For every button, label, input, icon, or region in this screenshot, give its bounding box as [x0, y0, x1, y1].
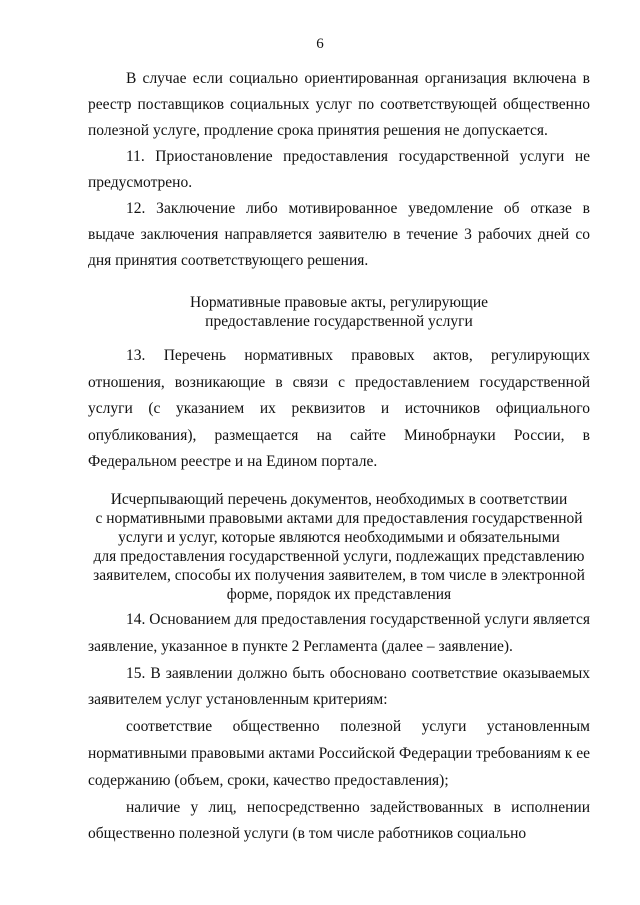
- heading-line: услуги и услуг, которые являются необходимыми и обязательными: [118, 529, 560, 546]
- heading-line: для предоставления государственной услуги, подлежащих представлению: [93, 548, 585, 565]
- paragraph-extension-rule: В случае если социально ориентированная организация включена в реестр поставщиков социальных услуг по соответствующей общественно полезной услуге, продление срока принятия решения не допускается.: [88, 70, 590, 139]
- paragraph-11: 11. Приостановление предоставления государственной услуги не предусмотрено.: [88, 148, 590, 191]
- heading-line: Нормативные правовые акты, регулирующие: [189, 294, 489, 311]
- paragraph-13: 13. Перечень нормативных правовых актов, регулирующих отношения, возникающие в связи с предоставлением государственной услуги (с указанием их реквизитов и источников официального опубликования), размещается на сайте Минобрнауки России, в Федеральном реестре и на Едином портале.: [88, 347, 590, 470]
- heading-normative-acts: [88, 293, 590, 331]
- heading-line: предоставление государственной услуги: [205, 313, 473, 330]
- paragraph-14: 14. Основанием для предоставления государственной услуги является заявление, указанное в пункте 2 Регламента (далее – заявление).: [88, 611, 590, 655]
- heading-line: заявителем, способы их получения заявителем, в том числе в электронной: [93, 567, 585, 584]
- paragraph-criterion-compliance: соответствие общественно полезной услуги установленным нормативными правовыми актами Российской Федерации требованиям к ее содержанию (объем, сроки, качество предоставления);: [88, 718, 590, 789]
- paragraph-15: 15. В заявлении должно быть обосновано соответствие оказываемых заявителем услуг установленным критериям:: [88, 664, 590, 709]
- section-application: [88, 607, 590, 848]
- section-review-terms: [88, 66, 590, 274]
- heading-documents-list: [88, 490, 590, 604]
- page-number: 6: [316, 36, 324, 52]
- heading-line: Исчерпывающий перечень документов, необходимых в соответствии: [110, 491, 568, 508]
- heading-line: форме, порядок их представления: [226, 586, 452, 603]
- paragraph-criterion-staff: наличие у лиц, непосредственно задействованных в исполнении общественно полезной услуги (в том числе работников социально: [88, 798, 590, 843]
- section-normative-acts: [88, 343, 590, 476]
- heading-line: с нормативными правовыми актами для предоставления государственной: [95, 510, 583, 527]
- paragraph-12: 12. Заключение либо мотивированное уведомление об отказе в выдаче заключения направляется заявителю в течение 3 рабочих дней со дня принятия соответствующего решения.: [88, 200, 590, 269]
